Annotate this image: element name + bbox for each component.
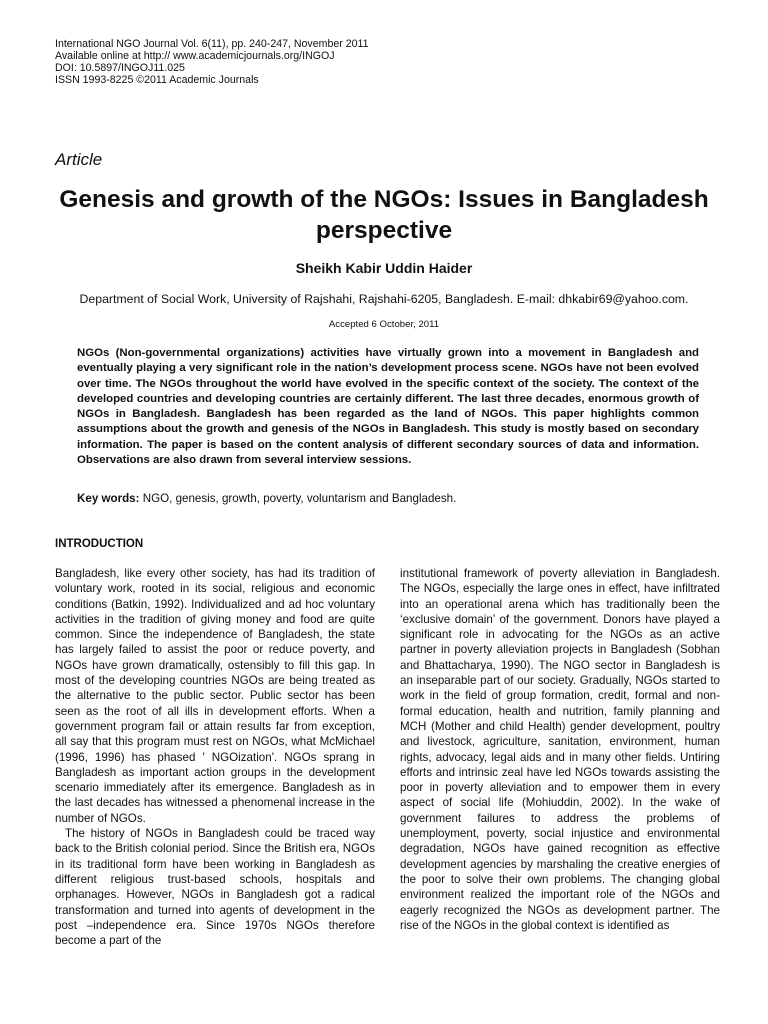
paragraph: institutional framework of poverty alleviation in Bangladesh. The NGOs, especially the large ones in effect, have infiltrated into an operational arena which has traditionally been the ‘exclusive domain’ of the government. Donors have played a significant role in advocating for the NGOs as an active partner in poverty alleviation projects in Bangladesh (Sobhan and Bhattacharya, 1990). The NGO sector in Bangladesh is an inseparable part of our society. Gradually, NGOs started to work in the field of group formation, credit, formal and non-formal education, health and nutrition, family planning and MCH (Mother and child Health) gender development, poultry and livestock, agriculture, sanitation, environment, human rights, advocacy, legal aids and in many other fields. Untiring efforts and intrinsic zeal have led NGOs towards assisting the poor in poverty alleviation and to empower them in every aspect of social life (Mohiuddin, 2002). In the wake of government failures to address the problems of unemployment, poverty, social injustice and environmental degradation, NGOs have gained recognition as effective development agencies by marshaling the creative energies of the poor to solve their own problems. The changing global environment realized the important role of the NGOs and eagerly recognized the NGOs as development partner. The rise of the NGOs in the global context is identified as bbox=[400, 567, 720, 932]
keywords bbox=[77, 492, 699, 505]
keywords-label: Key words: bbox=[77, 492, 140, 505]
journal-citation: International NGO Journal Vol. 6(11), pp. 240-247, November 2011 bbox=[55, 38, 369, 50]
issn: ISSN 1993-8225 ©2011 Academic Journals bbox=[55, 74, 259, 86]
keywords-text: NGO, genesis, growth, poverty, voluntarism and Bangladesh. bbox=[139, 492, 457, 505]
body-column-right bbox=[400, 566, 720, 933]
author-affiliation: Department of Social Work, University of Rajshahi, Rajshahi-6205, Bangladesh. E-mail: dhkabir69@yahoo.com. bbox=[79, 292, 689, 306]
journal-header bbox=[55, 38, 715, 86]
accepted-date: Accepted 6 October, 2011 bbox=[328, 319, 440, 330]
body-column-left bbox=[55, 566, 375, 948]
section-heading-introduction: INTRODUCTION bbox=[55, 538, 144, 550]
paragraph: The history of NGOs in Bangladesh could be traced way back to the British colonial period. Since the British era, NGOs in its traditional form have been working in Bangladesh as different religious trust-based schools, hospitals and orphanages. However, NGOs in Bangladesh got a radical transformation and turned into agents of development in the post –independence era. Since 1970s NGOs therefore become a part of the bbox=[55, 827, 375, 948]
author-name: Sheikh Kabir Uddin Haider bbox=[295, 260, 473, 276]
abstract: NGOs (Non-governmental organizations) activities have virtually grown into a movement in Bangladesh and eventually playing a very significant role in the nation’s development process scene. NGOs have not been evolved over time. The NGOs throughout the world have evolved in the specific context of the society. The context of the developed countries and developing countries are certainly different. The last three decades, enormous growth of NGOs in Bangladesh. Bangladesh has been regarded as the land of NGOs. This paper highlights common assumptions about the growth and genesis of the NGOs in Bangladesh. This study is mostly based on secondary information. The paper is based on the content analysis of different secondary sources of data and information. Observations are also drawn from several interview sessions. bbox=[77, 347, 699, 467]
paragraph: Bangladesh, like every other society, has had its tradition of voluntary work, rooted in its social, religious and economic conditions (Batkin, 1992). Individualized and ad hoc voluntary activities in the tradition of giving money and food are quite common. Since the independence of Bangladesh, the state has largely failed to assist the poor or reduce poverty, and NGOs have grown dramatically, ostensibly to fill this gap. In most of the developing countries NGOs are being treated as the alternative to the public sector. Public sector has been seen as the root of all ills in development efforts. When a government program fail or attain results far from exception, all say that this program must rest on NGOs, what McMichael (1996, 1996) has phased ' NGOization'. NGOs sprang in Bangladesh as important action groups in the development scenario immediately after its emergence. Bangladesh as in the last decades has witnessed a phenomenal increase in the number of NGOs. bbox=[55, 567, 375, 825]
doi: DOI: 10.5897/INGOJ11.025 bbox=[55, 62, 185, 74]
paper-title: Genesis and growth of the NGOs: Issues in Bangladesh perspective bbox=[59, 186, 709, 244]
online-availability: Available online at http:// www.academicjournals.org/INGOJ bbox=[55, 50, 335, 62]
article-type-label: Article bbox=[55, 150, 103, 169]
